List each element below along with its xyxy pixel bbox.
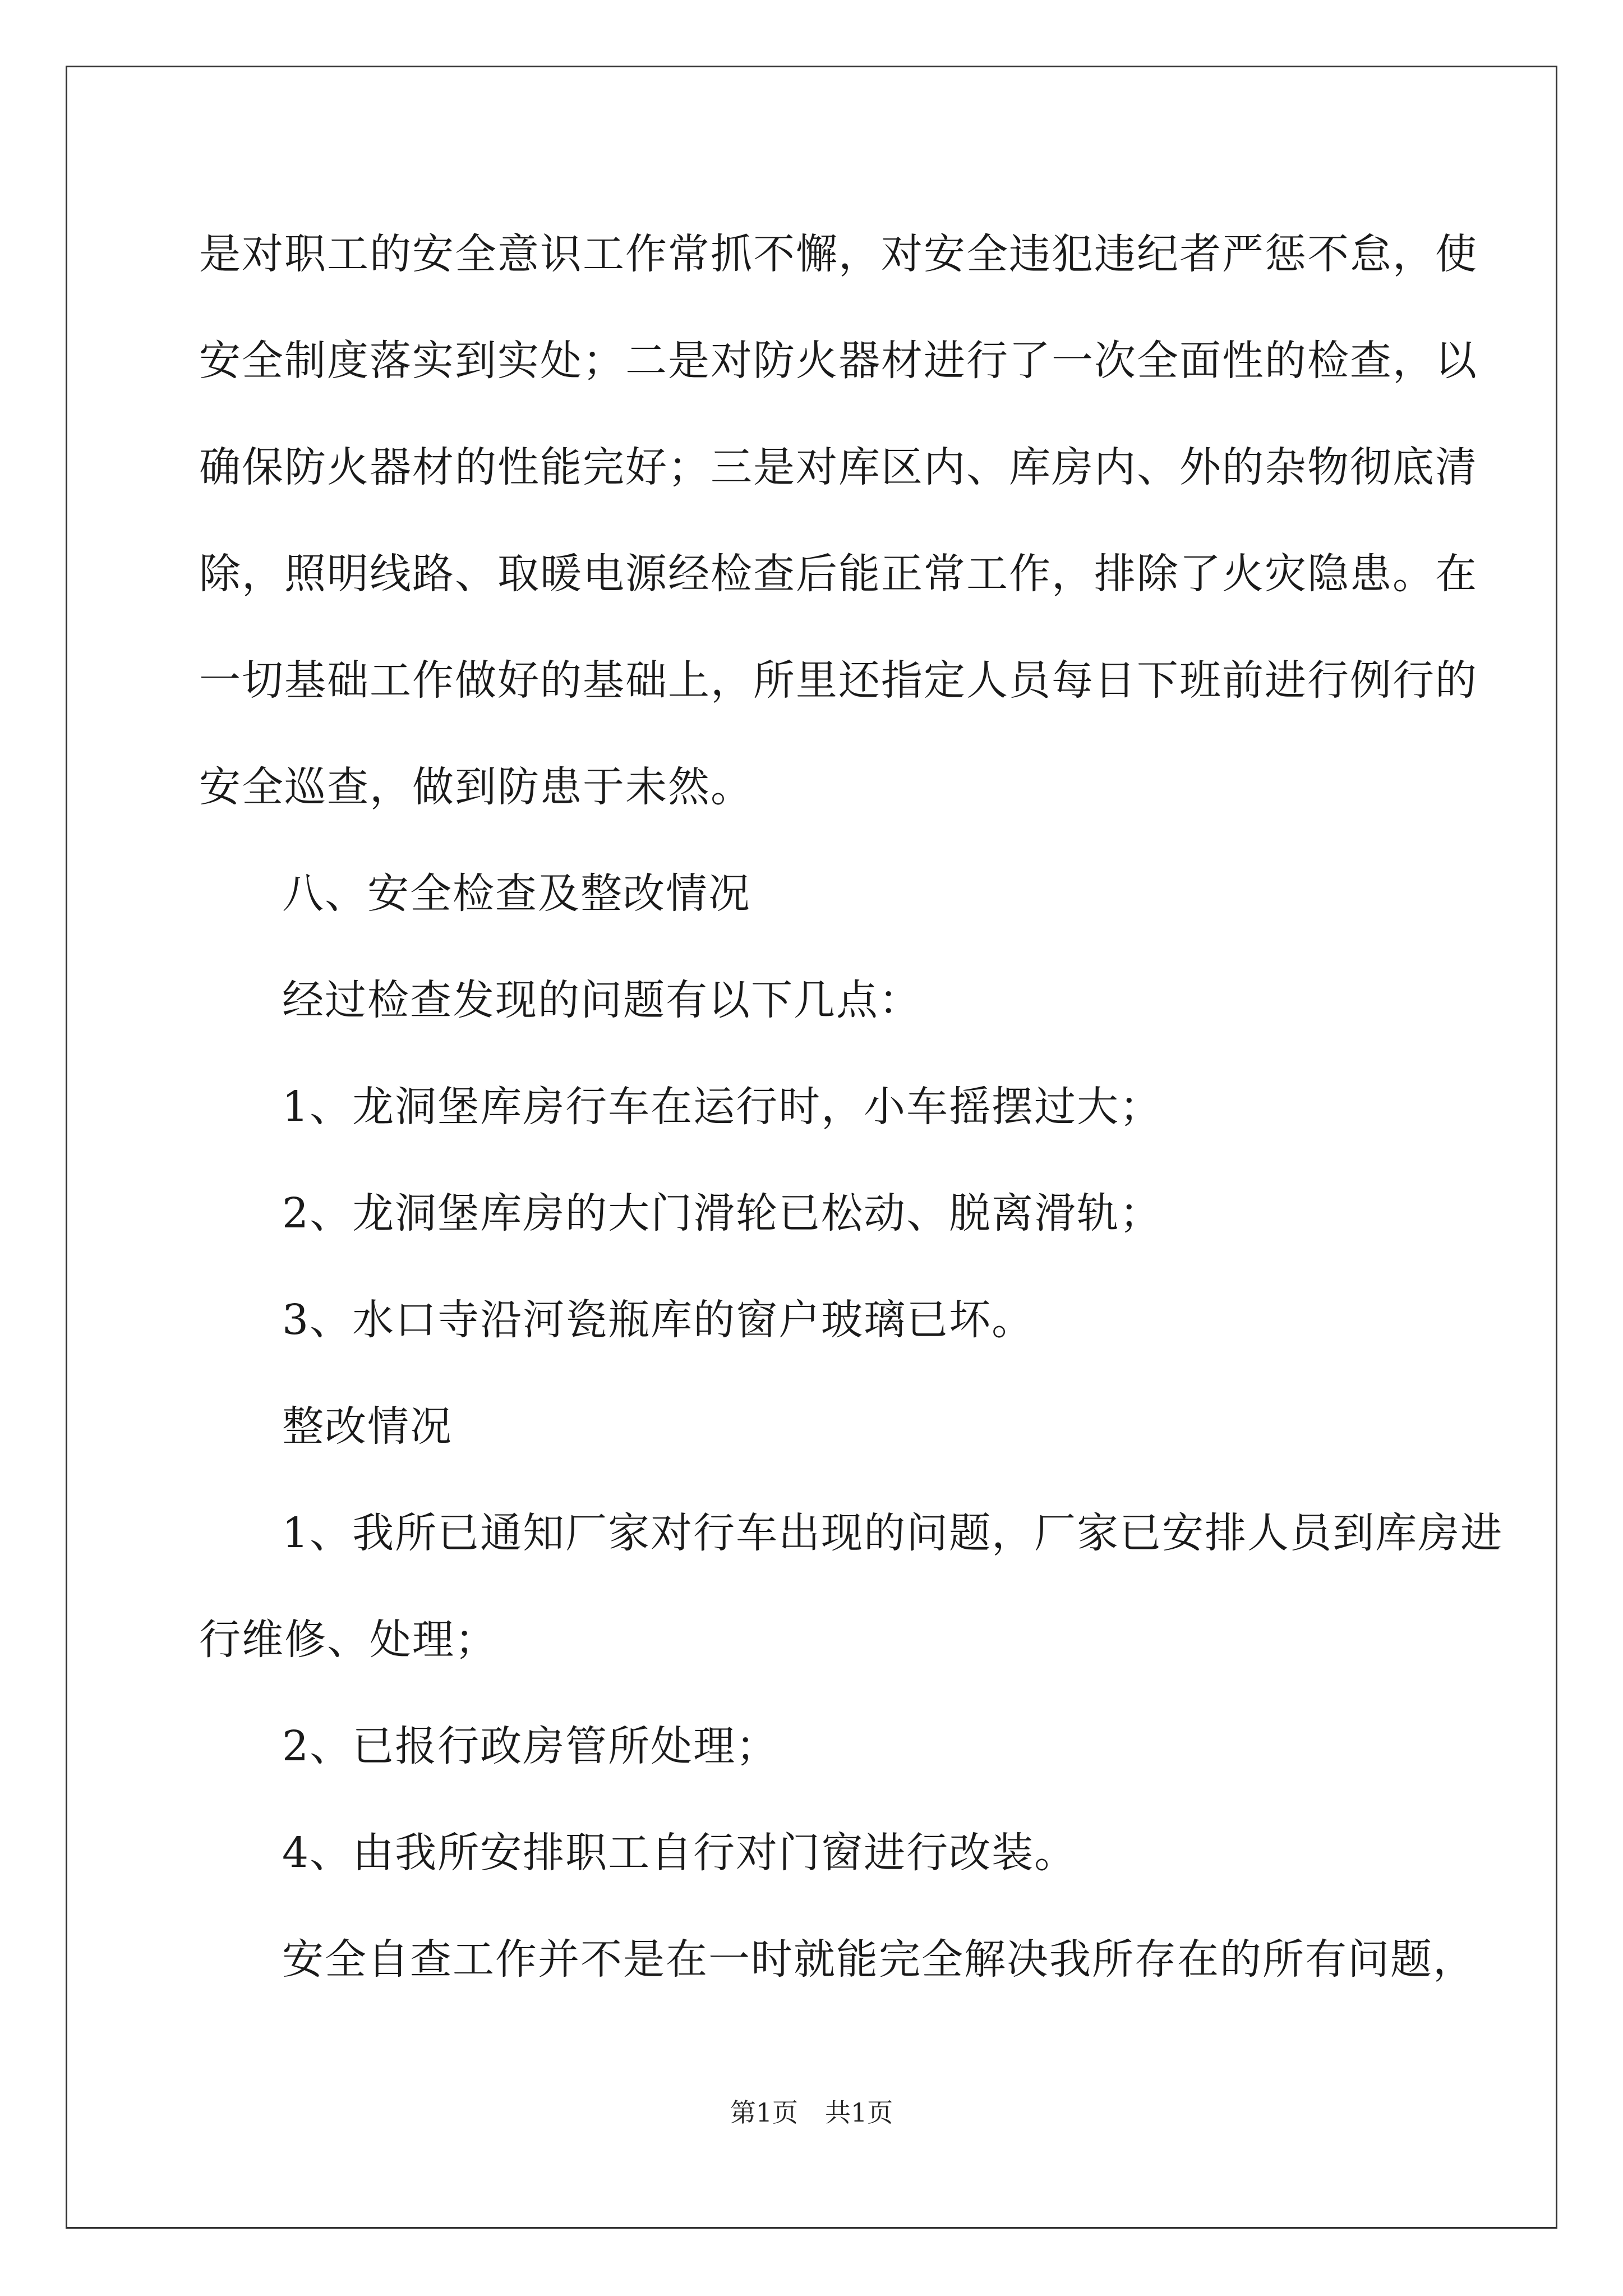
list-item: 1、龙洞堡库房行车在运行时，小车摇摆过大；	[282, 1083, 1163, 1131]
text-line: 安全制度落实到实处；二是对防火器材进行了一次全面性的检查，以	[199, 337, 1478, 385]
total-pages: 共1页	[825, 2097, 893, 2128]
text-line: 安全巡查，做到防患于未然。	[199, 763, 753, 811]
list-item: 4、由我所安排职工自行对门窗进行改装。	[282, 1829, 1077, 1877]
text-line: 一切基础工作做好的基础上，所里还指定人员每日下班前进行例行的	[199, 656, 1478, 705]
list-item: 3、水口寺沿河瓷瓶库的窗户玻璃已坏。	[282, 1296, 1035, 1344]
section-heading: 整改情况	[282, 1402, 453, 1451]
list-item: 2、已报行政房管所处理；	[282, 1722, 779, 1770]
text-line: 经过检查发现的问题有以下几点：	[282, 976, 921, 1024]
page-footer	[0, 2092, 1623, 2129]
text-line: 除，照明线路、取暖电源经检查后能正常工作，排除了火灾隐患。在	[199, 550, 1478, 598]
text-line: 是对职工的安全意识工作常抓不懈，对安全违犯违纪者严惩不怠，使	[199, 230, 1478, 278]
text-line: 行维修、处理；	[199, 1616, 497, 1664]
list-item: 1、我所已通知厂家对行车出现的问题，厂家已安排人员到库房进	[282, 1509, 1504, 1557]
document-body	[199, 201, 1504, 2013]
list-item: 2、龙洞堡库房的大门滑轮已松动、脱离滑轨；	[282, 1189, 1163, 1237]
text-line: 确保防火器材的性能完好；三是对库区内、库房内、外的杂物彻底清	[199, 443, 1478, 491]
section-heading: 八、安全检查及整改情况	[282, 869, 751, 918]
page-number: 第1页	[730, 2097, 798, 2128]
text-line: 安全自查工作并不是在一时就能完全解决我所存在的所有问题，	[282, 1935, 1476, 1984]
